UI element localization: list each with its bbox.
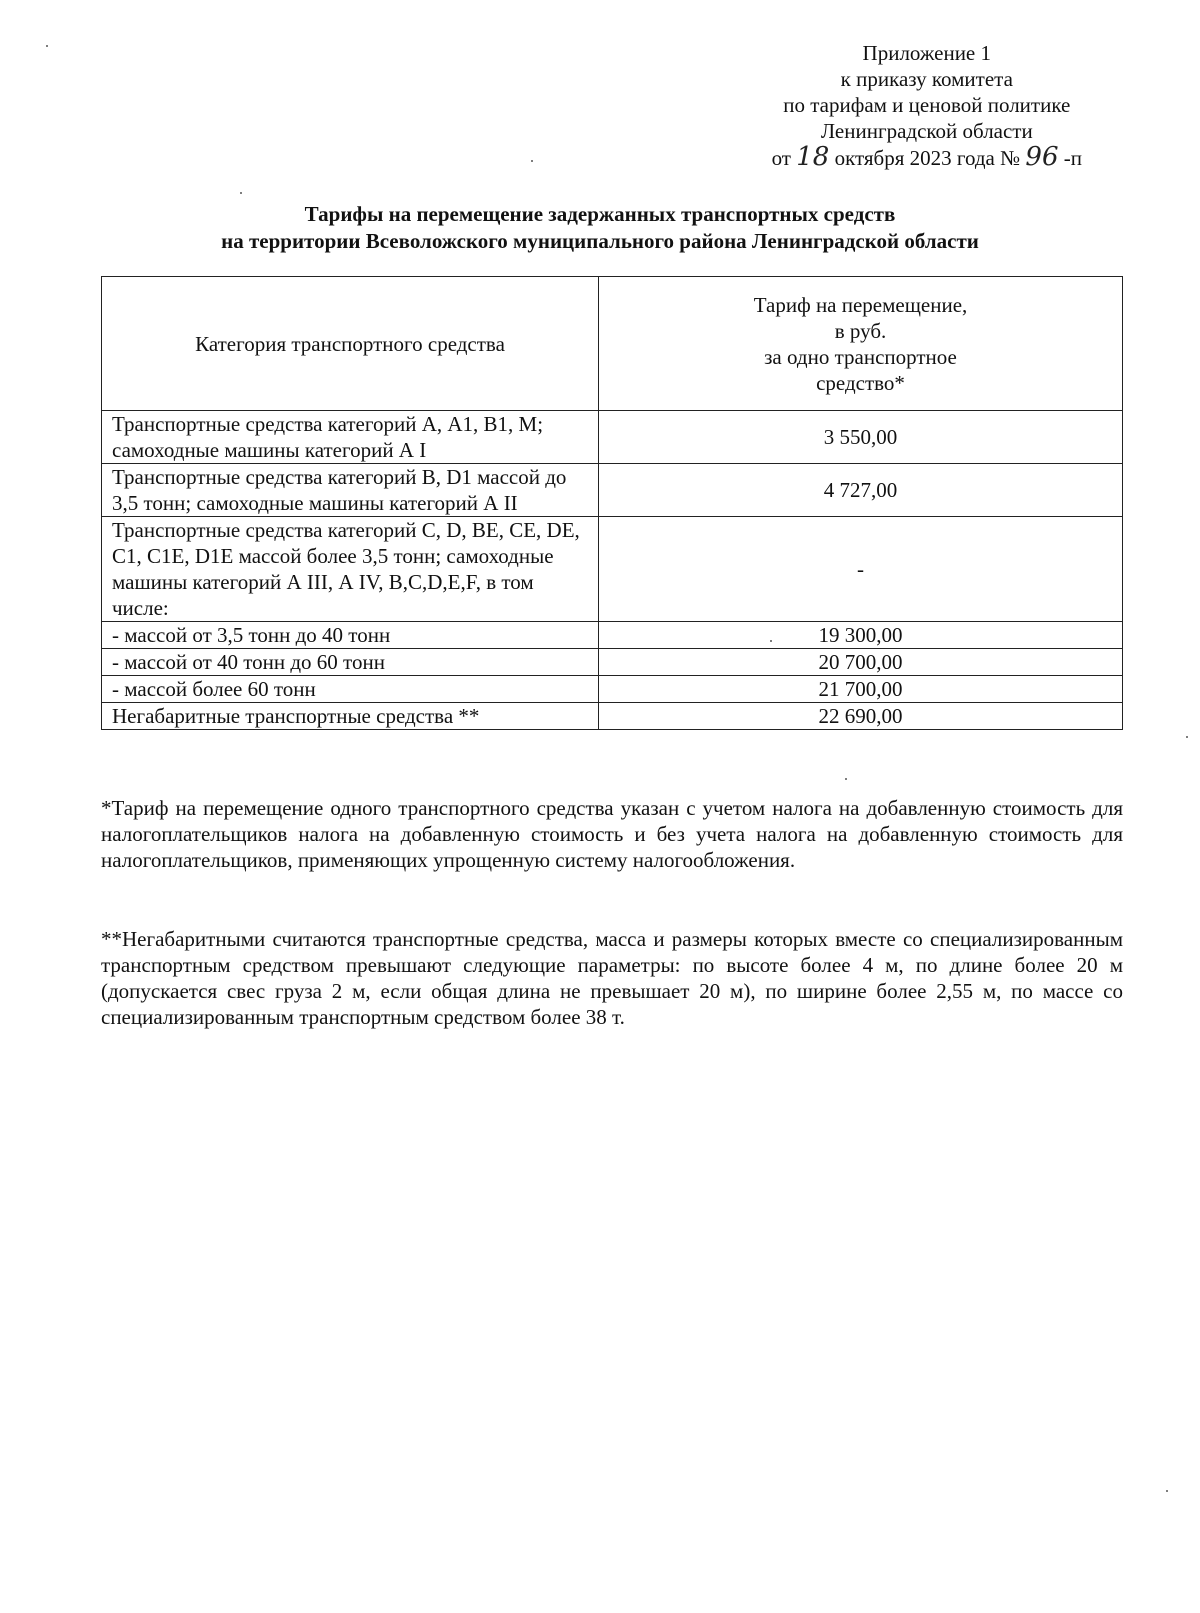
- document-title: [0, 201, 1200, 255]
- appendix-line: Ленинградской области: [820, 119, 1033, 143]
- title-line: на территории Всеволожского муниципального района Ленинградской области: [221, 229, 979, 253]
- column-header-tariff-line: Тариф на перемещение,: [753, 292, 968, 317]
- handwritten-day: 18: [796, 142, 830, 172]
- column-header-tariff: [599, 277, 1123, 411]
- tariff-cell: -: [599, 517, 1123, 622]
- order-suffix: -п: [1063, 146, 1082, 170]
- handwritten-order-number: 96: [1025, 142, 1059, 172]
- scan-speck: [1166, 1490, 1168, 1492]
- scan-speck: [1186, 736, 1188, 738]
- column-header-category: Категория транспортного средства: [102, 277, 599, 411]
- scan-speck: [240, 192, 242, 194]
- column-header-tariff-line: средство*: [816, 370, 905, 395]
- footnote-vat: *Тариф на перемещение одного транспортного средства указан с учетом налога на добавленную стоимость для налогоплательщиков налога на добавленную стоимость и без учета налога на добавленную стоимость для налогоплательщиков, применяющих упрощенную систему налогообложения.: [101, 796, 1123, 872]
- tariff-cell: 3 550,00: [599, 411, 1123, 464]
- appendix-header: [772, 40, 1082, 171]
- footnote-oversized: **Негабаритными считаются транспортные средства, масса и размеры которых вместе со специализированным транспортным средством превышают следующие параметры: по высоте более 4 м, по длине более 20 м (допускается свес груза 2 м, если общая длина не превышает 20 м), по ширине более 2,55 м, по массе со специализированным транспортным средством более 38 т.: [101, 927, 1123, 1029]
- scan-speck: [46, 45, 48, 47]
- category-cell: - массой от 3,5 тонн до 40 тонн: [102, 622, 599, 649]
- order-date-line: [772, 144, 1082, 171]
- appendix-line: к приказу комитета: [840, 67, 1013, 91]
- date-prefix: от: [771, 146, 791, 170]
- appendix-line: Приложение 1: [862, 41, 992, 65]
- table-row: [102, 703, 1123, 730]
- date-rest: октября 2023 года №: [834, 146, 1021, 170]
- scan-speck: [845, 778, 847, 780]
- tariff-cell: 20 700,00: [599, 649, 1123, 676]
- tariff-cell: 22 690,00: [599, 703, 1123, 730]
- appendix-line: по тарифам и ценовой политике: [783, 93, 1071, 117]
- column-header-tariff-line: за одно транспортное: [764, 344, 957, 369]
- table-row: [102, 622, 1123, 649]
- category-cell: Негабаритные транспортные средства **: [102, 703, 599, 730]
- table-row: [102, 649, 1123, 676]
- tariff-cell: 19 300,00: [599, 622, 1123, 649]
- scan-speck: [770, 640, 772, 642]
- table-row: [102, 464, 1123, 517]
- category-cell: - массой от 40 тонн до 60 тонн: [102, 649, 599, 676]
- scan-speck: [531, 160, 533, 162]
- table-header-row: [102, 277, 1123, 411]
- category-cell: Транспортные средства категорий А, А1, В1, М; самоходные машины категорий А I: [102, 411, 599, 464]
- tariff-table: [101, 276, 1123, 730]
- table-row: [102, 411, 1123, 464]
- category-cell: Транспортные средства категорий С, D, ВЕ, СЕ, DЕ, С1, С1Е, D1Е массой более 3,5 тонн; самоходные машины категорий А III, А IV, В,С,D,Е,F, в том числе:: [102, 517, 599, 622]
- tariff-cell: 21 700,00: [599, 676, 1123, 703]
- category-cell: - массой более 60 тонн: [102, 676, 599, 703]
- table-row: [102, 517, 1123, 622]
- category-cell: Транспортные средства категорий В, D1 массой до 3,5 тонн; самоходные машины категорий А II: [102, 464, 599, 517]
- title-line: Тарифы на перемещение задержанных транспортных средств: [304, 202, 896, 226]
- tariff-cell: 4 727,00: [599, 464, 1123, 517]
- column-header-tariff-line: в руб.: [834, 318, 887, 343]
- table-row: [102, 676, 1123, 703]
